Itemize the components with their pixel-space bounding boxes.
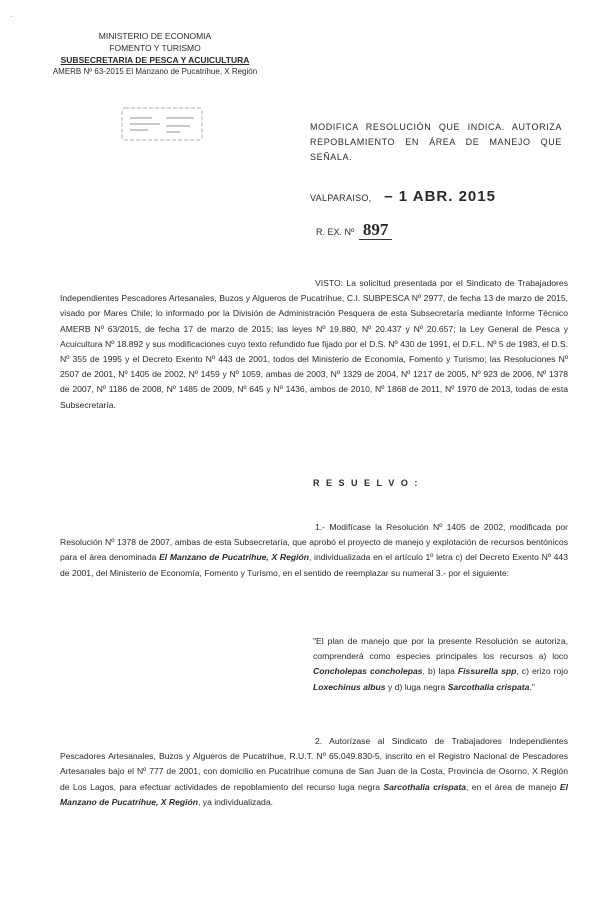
article-2-area-name: El Manzano de Pucatrihue, X Región: [60, 781, 568, 807]
date-stamp: – 1 ABR. 2015: [384, 188, 496, 205]
article-1-paragraph: [60, 520, 568, 581]
quote-text-c: , c) erizo rojo: [516, 666, 568, 677]
ministry-name: MINISTERIO DE ECONOMIA: [98, 31, 212, 41]
article-2-text-b: , en el área de manejo: [466, 781, 560, 792]
article-1-text-a: 1.- Modifícase la Resolución Nº 1405 de 2002, modificada por Resolución Nº 1378 de 2007, ambas de esta Subsecretaría, que aprobó el proyecto de manejo y explotación de recursos bentónicos para el área denominada: [60, 522, 568, 563]
faded-stamp-icon: [120, 104, 204, 144]
city: VALPARAISO,: [310, 193, 372, 203]
ministry-subtitle: FOMENTO Y TURISMO: [109, 43, 201, 53]
resolution-number-line: [316, 220, 392, 240]
quoted-numeral-first-line: [313, 634, 568, 695]
species-lapa: Fissurella spp: [457, 666, 517, 677]
resolution-label: R. EX. Nº: [316, 227, 355, 237]
corner-mark: ·: [10, 12, 13, 21]
resolution-subject: MODIFICA RESOLUCIÓN QUE INDICA. AUTORIZA REPOBLAMIENTO EN ÁREA DE MANEJO QUE SEÑALA.: [310, 122, 562, 162]
quote-text-d: y d) luga negra: [385, 681, 448, 692]
letterhead: [40, 30, 270, 78]
article-2-paragraph: [60, 734, 568, 810]
article-2-species: Sarcothalia crispata: [383, 781, 467, 792]
visto-paragraph: VISTO: La solicitud presentada por el Sindicato de Trabajadores Independientes Pescadores Artesanales, Buzos y Algueros de Pucatrihue, C.I. SUBPESCA Nº 2977, de fecha 13 de marzo de 2015, visado por Mares Chile; lo informado por la División de Administración Pesquera de esta Subsecretaría mediante Informe Técnico AMERB Nº 63/2015, de fecha 17 de marzo de 2015; las leyes Nº 19.880, Nº 20.437 y Nº 20.657; la Ley General de Pesca y Acuicultura Nº 18.892 y sus modificaciones cuyo texto refundido fue fijado por el D.S. Nº 430 de 1991, el D.F.L. Nº 5 de 1983, el D.S. Nº 355 de 1995 y el Decreto Exento Nº 443 de 2001, todos del Ministerio de Economía, Fomento y Turismo; las Resoluciones Nº 2507 de 2001, Nº 1405 de 2002, Nº 1459 y Nº 1059, ambas de 2003, Nº 1329 de 2004, Nº 1217 de 2005, Nº 923 de 2006, Nº 1378 de 2007, Nº 1186 de 2008, Nº 1485 de 2009, Nº 645 y Nº 1436, ambos de 2010, Nº 1868 de 2011, Nº 1970 de 2013, todas de esta Subsecretaría.: [60, 278, 568, 410]
resolution-number: 897: [359, 220, 393, 240]
amerb-reference: AMERB Nº 63-2015 El Manzano de Pucatrihue, X Región: [52, 67, 258, 76]
species-luga: Sarcothalia crispata: [447, 681, 530, 692]
quote-text-e: .": [529, 681, 535, 692]
quote-text-a: "El plan de manejo que por la presente Resolución se autoriza, comprenderá como especies principales los recursos a) loco: [313, 636, 568, 662]
species-loco: Concholepas concholepas: [313, 666, 423, 677]
quote-text-b: , b) lapa: [422, 666, 458, 677]
article-2-text-c: , ya individualizada.: [198, 796, 274, 807]
species-erizo: Loxechinus albus: [313, 681, 386, 692]
place-and-date: [310, 188, 496, 205]
article-2-text-a: 2. Autorízase al Sindicato de Trabajadores Independientes Pescadores Artesanales, Buzos y Algueros de Pucatrihue, R.U.T. Nº 65.049.830-5, inscrito en el Registro Nacional de Pescadores Artesanales bajo el Nº 777 de 2001, con domicilio en Pucatrihue comuna de San Juan de la Costa, Provincia de Osorno, X Región de Los Lagos, para efectuar actividades de repoblamiento del recurso luga negra: [60, 736, 568, 792]
article-1-area-name: El Manzano de Pucatrihue, X Región: [159, 552, 309, 563]
article-1-text-b: , individualizada en el artículo 1º letra c) del Decreto Exento Nº 443 de 2001, del Ministerio de Economía, Fomento y Turismo, en el sentido de reemplazar su numeral 3.- por el siguiente:: [60, 552, 568, 578]
subsecretaria-name: SUBSECRETARIA DE PESCA Y ACUICULTURA: [60, 55, 250, 65]
resuelvo-heading: R E S U E L V O :: [313, 478, 420, 488]
